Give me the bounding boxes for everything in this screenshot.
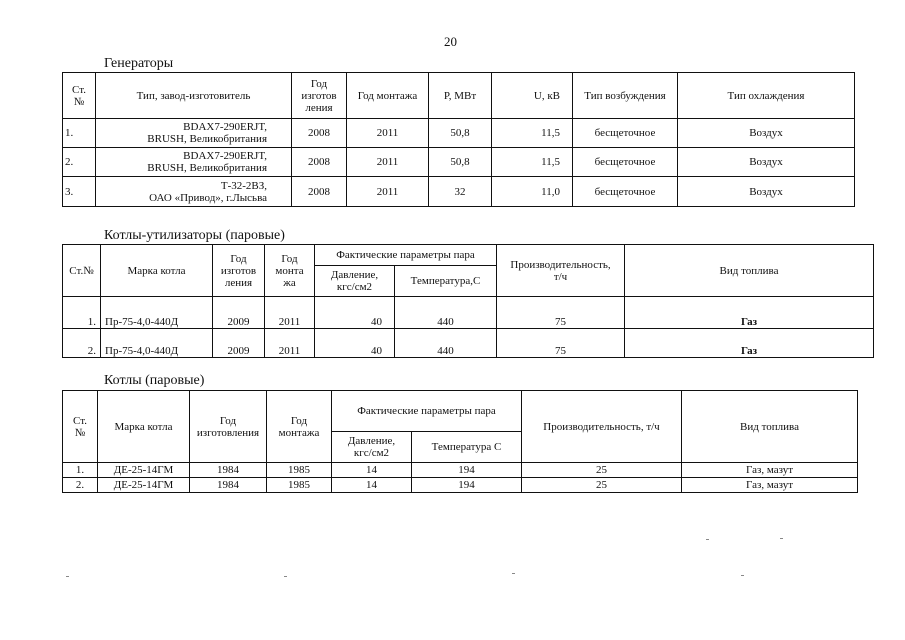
col-header-fuel: Вид топлива — [682, 391, 858, 463]
col-header-temp: Температура С — [412, 432, 522, 463]
hrsg-title: Котлы-утилизаторы (паровые) — [104, 228, 285, 243]
col-header-brand: Марка котла — [101, 245, 213, 297]
col-header-st: Ст. № — [63, 73, 96, 119]
generators-title: Генераторы — [104, 56, 174, 71]
col-header-year-mount: Год монта жа — [265, 245, 315, 297]
col-header-year-mount: Год монтажа — [267, 391, 332, 463]
table-row: 2. ДЕ-25-14ГМ 1984 1985 14 194 25 Газ, мазут — [63, 478, 858, 493]
generators-header-row — [63, 73, 855, 119]
col-header-cooling: Тип охлаждения — [678, 73, 855, 119]
col-header-voltage: U, кВ — [492, 73, 573, 119]
col-header-capacity: Производительность, т/ч — [497, 245, 625, 297]
boilers-title: Котлы (паровые) — [104, 373, 205, 388]
col-header-year-made: Год изготовления — [190, 391, 267, 463]
boilers-table — [62, 390, 858, 493]
col-header-capacity: Производительность, т/ч — [522, 391, 682, 463]
col-header-st: Ст.№ — [63, 245, 101, 297]
table-row: 1. ДЕ-25-14ГМ 1984 1985 14 194 25 Газ, мазут — [63, 463, 858, 478]
col-header-st: Ст. № — [63, 391, 98, 463]
col-header-year-made: Год изготов ления — [292, 73, 347, 119]
table-row: 2. BDAX7-290ERJT, BRUSH, Великобритания 2008 2011 50,8 11,5 бесщеточное Воздух — [63, 148, 855, 177]
table-row: 1. BDAX7-290ERJT, BRUSH, Великобритания 2008 2011 50,8 11,5 бесщеточное Воздух — [63, 119, 855, 148]
col-header-params: Фактические параметры пара — [332, 391, 522, 432]
col-header-year-made: Год изготов ления — [213, 245, 265, 297]
col-header-pressure: Давление, кгс/см2 — [315, 266, 395, 297]
col-header-type: Тип, завод-изготовитель — [96, 73, 292, 119]
page-number: 20 — [444, 34, 457, 49]
col-header-params: Фактические параметры пара — [315, 245, 497, 266]
col-header-brand: Марка котла — [98, 391, 190, 463]
table-row: 3. Т-32-2ВЗ, ОАО «Привод», г.Лысьва 2008 2011 32 11,0 бесщеточное Воздух — [63, 177, 855, 207]
col-header-power: P, МВт — [429, 73, 492, 119]
col-header-temp: Температура,С — [395, 266, 497, 297]
col-header-year-mount: Год монтажа — [347, 73, 429, 119]
col-header-pressure: Давление, кгс/см2 — [332, 432, 412, 463]
col-header-fuel: Вид топлива — [625, 245, 874, 297]
table-row: 1. Пр-75-4,0-440Д 2009 2011 40 440 75 Газ — [63, 297, 874, 329]
hrsg-header-row — [63, 245, 874, 266]
col-header-excitation: Тип возбуждения — [573, 73, 678, 119]
table-row: 2. Пр-75-4,0-440Д 2009 2011 40 440 75 Газ — [63, 329, 874, 358]
hrsg-table — [62, 244, 874, 358]
boilers-header-row — [63, 391, 858, 432]
generators-table — [62, 72, 855, 207]
